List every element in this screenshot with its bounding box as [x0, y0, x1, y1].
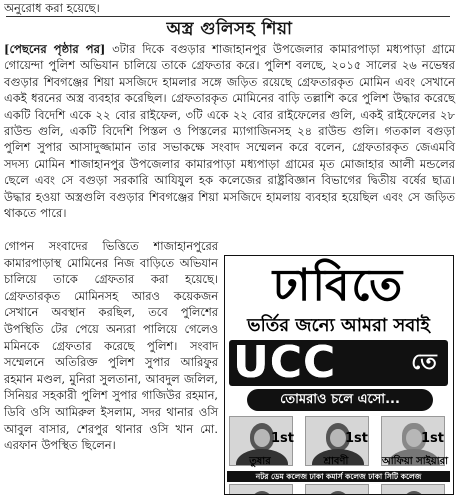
article-body-left-column — [4, 238, 218, 454]
article-paragraph-left: গোপন সংবাদের ভিত্তিতে শাজাহানপুরের কামারপাড়াস্থ মোমিনের নিজ বাড়িতে অভিযান চালিয়ে তাকে গ্রেফতার করা হয়েছে। গ্রেফতারকৃত মোমিনসহ আরও কয়েকজন সেখানে অবস্থান করছিল, তবে পুলিশের উপস্থিতি টের পেয়ে অন্যরা পালিয়ে গেলেও মমিনকে গ্রেফতার করেছে পুলিশ। সংবাদ সম্মেলনে অতিরিক্ত পুলিশ সুপার আরিফুর রহমান মণ্ডল, মুনিরা সুলতানা, আবদুল জলিল, সিনিয়র সহকারী পুলিশ সুপার গাজিউর রহমান, ডিবি ওসি আমিরুল ইসলাম, সদর থানার ওসি আবুল বাসার, শেরপুর থানার ওসি খান মো. এরফান উপস্থিত ছিলেন। — [4, 239, 218, 453]
paragraph-main-text: ৩টার দিকে বগুড়ার শাজাহানপুর উপজেলার কামারপাড়া মধ্যপাড়া গ্রামে গোয়েন্দা পুলিশ অভিযান চালিয়ে তাকে গ্রেফতার করে। পুলিশ বলছে, ২০১৫ সালের ২৬ নভেম্বর বগুড়ার শিবগঞ্জের শিয়া মসজিদে হামলার সঙ্গে জড়িত রয়েছে গ্রেফতারকৃত মোমিন এবং সেখানে একই ধরনের অস্ত্র ব্যবহার করেছিল। গ্রেফতারকৃত মোমিনের বাড়ি তল্লাশি করে পুলিশ উদ্ধার করেছে একটি বিদেশি একে ২২ বোর রাইফেল, ৩টি একে ২২ বোর রাইফেলের গুলি, একই রাইফেলের ২৮ রাউন্ড গুলি, একটি বিদেশি পিস্তল ও পিস্তলের ম্যাগাজিনসহ ২৪ রাউন্ড গুলি। গতকাল বগুড়া পুলিশ সুপার আসাদুজ্জামান তার সভাকক্ষে সংবাদ সম্মেলন করে বলেন, গ্রেফতারকৃত জেএমবি সদস্য মোমিন শাজাহানপুর উপজেলার কামারপাড়া মধ্যপাড়া গ্রামের মৃত মোজাহার আলী মন্ডলের ছেলে এবং সে বগুড়া সরকারি আযিযুল হক কলেজের রাষ্ট্রবিজ্ঞান বিভাগের দ্বিতীয় বর্ষের ছাত্র। উদ্ধার হওয়া অস্ত্রগুলি বগুড়ার শিবগঞ্জের শিয়া মসজিদে হামলায় ব্যবহার হয়েছিল এবং সে জড়িত থাকতে পারে। — [4, 42, 456, 221]
ad-tagline: তোমরাও চলে এসো... — [280, 392, 400, 407]
ad-headline-big: ঢাবিতে — [272, 260, 405, 311]
previous-article-ending: অনুরোধ করা হয়েছে। — [4, 1, 100, 15]
continued-from-tag: [পেছনের পৃষ্ঠার পর] — [4, 42, 106, 56]
student-name-3: আফিয়া সাইয়ারা — [381, 456, 448, 467]
article-body-full-width — [4, 41, 455, 221]
student-photo-4 — [229, 484, 293, 495]
article-headline: অস্ত্র গুলিসহ শিয়া — [166, 19, 293, 39]
student-rank-1: 1st — [271, 431, 294, 446]
student-rank-2: 1st — [345, 431, 368, 446]
ad-brand-suffix: তে — [411, 350, 437, 375]
ad-brand-logo: UCC — [233, 337, 337, 388]
ad-headline-line2: ভর্তির জন্যে আমরা সবাই — [247, 315, 430, 336]
student-photo-6 — [381, 484, 445, 495]
student-name-2: শ্রাবণী — [323, 456, 349, 467]
student-photo-5 — [305, 484, 369, 495]
ucc-advertisement — [224, 255, 454, 495]
ad-college-caption: নটর ডেম কলেজ ঢাকা কমার্স কলেজ ঢাকা সিটি কলেজ — [255, 472, 422, 481]
top-divider — [6, 16, 450, 17]
student-rank-3: 1st — [421, 431, 444, 446]
article-paragraph-main — [4, 41, 455, 221]
student-name-1: তুষার — [249, 456, 271, 467]
